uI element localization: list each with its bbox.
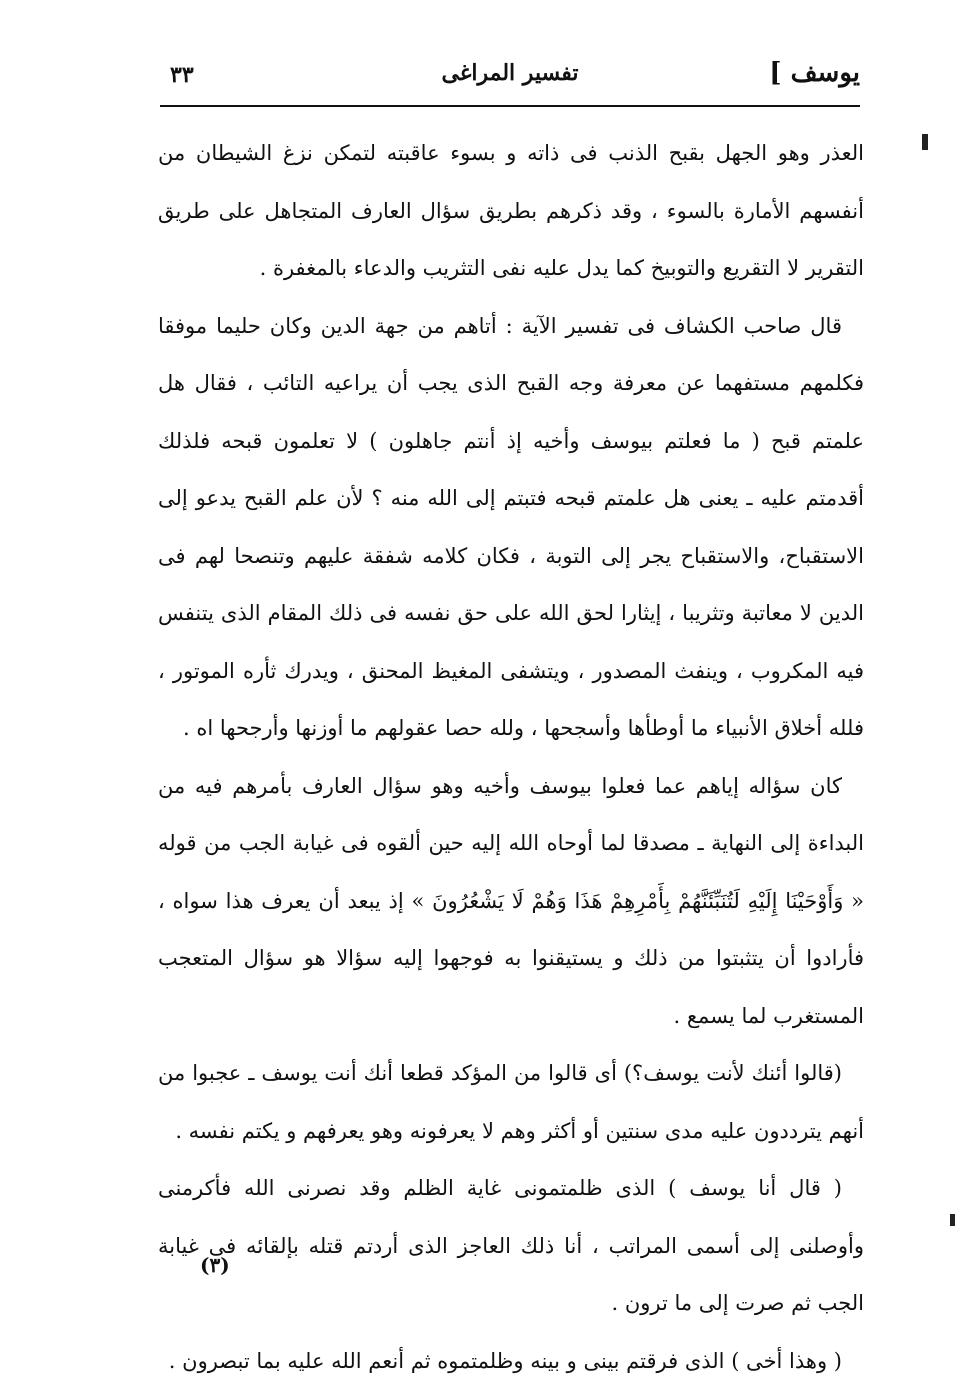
surah-name: يوسف ] [769,58,860,88]
page-body [158,125,864,1390]
running-header [160,52,860,92]
signature-mark: (٣) [200,1253,230,1277]
paragraph: ( وهذا أخى ) الذى فرقتم بينى و بينه وظلمتموه ثم أنعم الله عليه بما تبصرون . [158,1333,864,1390]
page-number: ٣٣ [170,62,194,88]
paragraph: قال صاحب الكشاف فى تفسير الآية : أتاهم من جهة الدين وكان حليما موفقا فكلمهم مستفهما عن معرفة وجه القبح الذى يجب أن يراعيه التائب ، فقال هل علمتم قبح ( ما فعلتم بيوسف وأخيه إذ أنتم جاهلون ) لا تعلمون قبحه فلذلك أقدمتم عليه ـ يعنى هل علمتم قبحه فتبتم إلى الله منه ؟ لأن علم القبح يدعو إلى الاستقباح، والاستقباح يجر إلى التوبة ، فكان كلامه شفقة عليهم وتنصحا لهم فى الدين لا معاتبة وتثريبا ، إيثارا لحق الله على حق نفسه فى ذلك المقام الذى يتنفس فيه المكروب ، وينفث المصدور ، ويتشفى المغيظ المحنق ، ويدرك ثأره الموتور ، فلله أخلاق الأنبياء ما أوطأها وأسجحها ، ولله حصا عقولهم ما أوزنها وأرجحها اه . [158,298,864,758]
margin-speck [950,1214,955,1226]
book-title: تفسير المراغى [160,60,860,86]
paragraph: (قالوا أئنك لأنت يوسف؟) أى قالوا من المؤكد قطعا أنك أنت يوسف ـ عجبوا من أنهم يترددون عليه مدى سنتين أو أكثر وهم لا يعرفونه وهو يعرفهم و يكتم نفسه . [158,1045,864,1160]
header-rule [160,105,860,107]
paragraph: ( قال أنا يوسف ) الذى ظلمتمونى غاية الظلم وقد نصرنى الله فأكرمنى وأوصلنى إلى أسمى المراتب ، أنا ذلك العاجز الذى أردتم قتله بإلقائه فى غيابة الجب ثم صرت إلى ما ترون . [158,1160,864,1333]
paragraph: العذر وهو الجهل بقبح الذنب فى ذاته و بسوء عاقبته لتمكن نزغ الشيطان من أنفسهم الأمارة بالسوء ، وقد ذكرهم بطريق سؤال العارف المتجاهل على طريق التقرير لا التقريع والتوبيخ كما يدل عليه نفى التثريب والدعاء بالمغفرة . [158,125,864,298]
margin-speck [922,134,928,150]
paragraph: كان سؤاله إياهم عما فعلوا بيوسف وأخيه وهو سؤال العارف بأمرهم فيه من البداءة إلى النهاية ـ مصدقا لما أوحاه الله إليه حين ألقوه فى غيابة الجب من قوله « وَأَوْحَيْنَا إِلَيْهِ لَتُنَبِّئَنَّهُمْ بِأَمْرِهِمْ هَذَا وَهُمْ لَا يَشْعُرُونَ » إذ يبعد أن يعرف هذا سواه ، فأرادوا أن يتثبتوا من ذلك و يستيقنوا به فوجهوا إليه سؤالا هو سؤال المتعجب المستغرب لما يسمع . [158,758,864,1046]
